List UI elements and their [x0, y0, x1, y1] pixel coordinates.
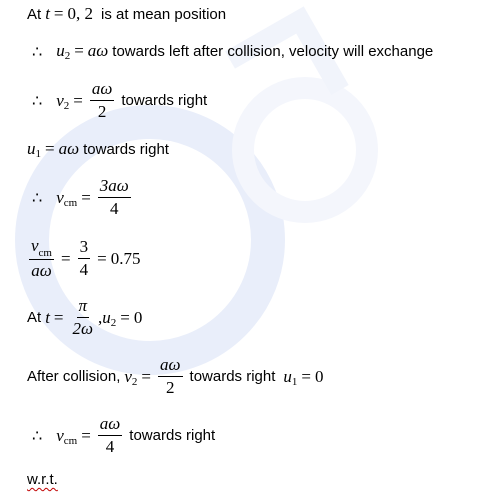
fraction: $\frac{a\omega}{2}$: [91, 79, 113, 121]
line-2: ∴ u 2 = aω towards left after collision, velocity will exchange: [32, 41, 434, 62]
fraction: $\frac{3}{4}$: [79, 237, 89, 279]
fraction: $\frac{\pi}{2\omega}$: [72, 296, 94, 338]
fraction: $\frac{a\omega}{2}$: [160, 355, 181, 397]
line-5: ∴ v cm = $\frac{3a\omega}{4}$: [32, 176, 129, 218]
fraction: $\frac{v_{cm}}{a\omega}$: [31, 236, 52, 280]
line-1: At t = 0, 2 is at mean position: [27, 4, 227, 23]
fraction: $\frac{a\omega}{4}$: [99, 414, 121, 456]
line-10: [27, 471, 62, 488]
line-4: u 1 = aω towards right: [27, 139, 169, 160]
line-8: After collision, v 2 = $\frac{a\omega}{2}$ towards right u 1 = 0: [27, 355, 324, 397]
line-9: ∴ v cm = $\frac{a\omega}{4}$ towards right: [32, 414, 216, 456]
fraction: $\frac{3a\omega}{4}$: [99, 176, 129, 218]
line-6: $\frac{v_{cm}}{a\omega}$ = $\frac{3}{4}$ = 0.75: [31, 236, 141, 280]
line-3: ∴ v 2 = $\frac{a\omega}{2}$ towards right: [32, 79, 208, 121]
wrt-text: w.r.t.: [27, 471, 58, 488]
line-7: At t = $\frac{\pi}{2\omega}$ , u 2 = 0: [27, 296, 143, 338]
